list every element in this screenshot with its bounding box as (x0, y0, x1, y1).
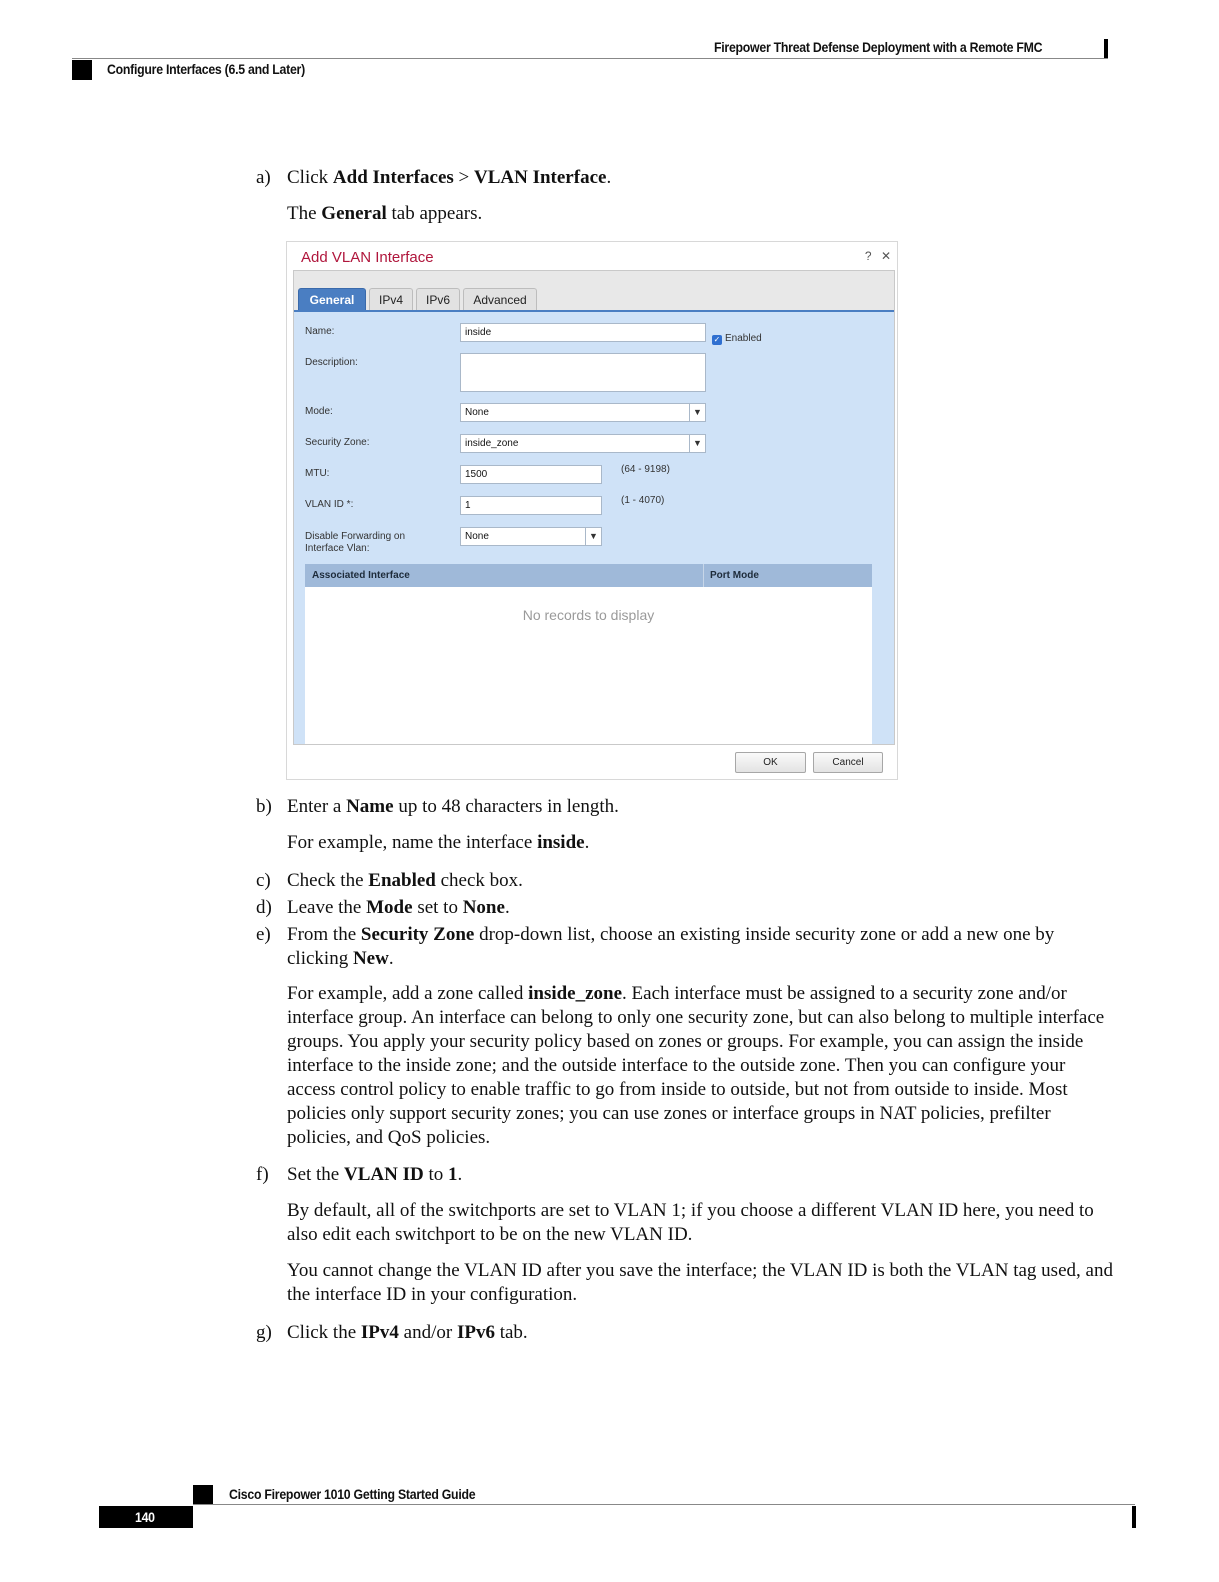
dialog-panel (293, 270, 895, 745)
mtu-label: MTU: (305, 468, 330, 479)
column-port-mode[interactable]: Port Mode (703, 564, 759, 587)
name-input[interactable]: inside (460, 323, 706, 342)
header-rule (72, 58, 1108, 59)
enabled-label: Enabled (725, 333, 762, 344)
table-header (305, 564, 872, 587)
mode-select[interactable]: None ▼ (460, 403, 706, 422)
footer-marker (193, 1485, 213, 1505)
vlan-id-range: (1 - 4070) (621, 495, 665, 506)
ok-button[interactable]: OK (735, 752, 806, 773)
add-vlan-interface-dialog (286, 241, 898, 780)
vlan-id-input[interactable]: 1 (460, 496, 602, 515)
step-a-note: The General tab appears. (287, 203, 483, 224)
enabled-checkbox[interactable] (712, 333, 762, 345)
close-icon[interactable]: ✕ (880, 249, 891, 263)
menu-add-interfaces: Add Interfaces (332, 167, 454, 188)
tab-advanced[interactable]: Advanced (463, 288, 537, 310)
header-bar (1104, 39, 1108, 58)
cancel-button[interactable]: Cancel (813, 752, 883, 773)
page-number-box (99, 1506, 193, 1528)
mode-label: Mode: (305, 406, 333, 417)
step-label: g) (256, 1322, 272, 1343)
step-label: a) (256, 167, 271, 188)
mtu-range: (64 - 9198) (621, 464, 670, 475)
tab-ipv4[interactable]: IPv4 (369, 288, 413, 310)
footer-rule (193, 1504, 1135, 1505)
empty-table-message: No records to display (522, 607, 655, 623)
tab-ipv6[interactable]: IPv6 (416, 288, 460, 310)
disable-forwarding-label: Disable Forwarding on Interface Vlan: (305, 531, 406, 554)
step-f-note-2: You cannot change the VLAN ID after you save the interface; the VLAN ID is both the VLAN tag used, and the interface ID in your configuration. (287, 1260, 1113, 1305)
step-f-note-1: By default, all of the switchports are set to VLAN 1; if you choose a different VLAN ID here, you need to also edit each switchport to be on the new VLAN ID. (287, 1200, 1094, 1245)
chevron-down-icon: ▼ (585, 528, 601, 545)
description-label: Description: (305, 357, 358, 368)
step-e-note: For example, add a zone called inside_zone. Each interface must be assigned to a security zone and/or interface group. An interface can belong to only one security zone, but can also belong to multiple interface groups. You apply your security policy based on zones or groups. For example, you can assign the inside interface to the inside zone; and the outside interface to the outside zone. Then you can configure your access control policy to enable traffic to go from inside to outside, but not from outside to inside. Most policies only support security zones; you can use zones or interface groups in NAT policies, prefilter policies, and QoS policies. (287, 983, 1105, 1148)
associated-interface-table (305, 564, 872, 744)
chapter-marker (72, 60, 92, 80)
security-zone-select[interactable]: inside_zone ▼ (460, 434, 706, 453)
running-header: Firepower Threat Defense Deployment with a Remote FMC (714, 39, 1043, 55)
step-label: f) (256, 1164, 269, 1185)
step-label: e) (256, 924, 271, 945)
step-b-note: For example, name the interface inside. (287, 832, 590, 853)
step-label: c) (256, 870, 271, 891)
footer-bar (1132, 1506, 1136, 1528)
disable-forwarding-select[interactable]: None ▼ (460, 527, 602, 546)
chapter-title: Configure Interfaces (6.5 and Later) (107, 61, 305, 77)
vlan-id-label: VLAN ID *: (305, 499, 354, 510)
general-form (294, 312, 894, 744)
step-label: d) (256, 897, 272, 918)
chevron-down-icon: ▼ (689, 435, 705, 452)
checkmark-icon: ✓ (713, 335, 721, 344)
tab-general[interactable]: General (298, 288, 366, 310)
column-associated-interface[interactable]: Associated Interface (312, 570, 410, 581)
step-label: b) (256, 796, 272, 817)
name-label: Name: (305, 326, 335, 337)
security-zone-label: Security Zone: (305, 437, 370, 448)
menu-vlan-interface: VLAN Interface (474, 167, 607, 188)
description-textarea[interactable] (460, 353, 706, 392)
dialog-title: Add VLAN Interface (301, 249, 434, 266)
guide-title: Cisco Firepower 1010 Getting Started Guide (229, 1486, 476, 1502)
help-icon[interactable]: ? (864, 249, 872, 263)
chevron-down-icon: ▼ (689, 404, 705, 421)
page-number: 140 (134, 1509, 155, 1525)
mtu-input[interactable]: 1500 (460, 465, 602, 484)
